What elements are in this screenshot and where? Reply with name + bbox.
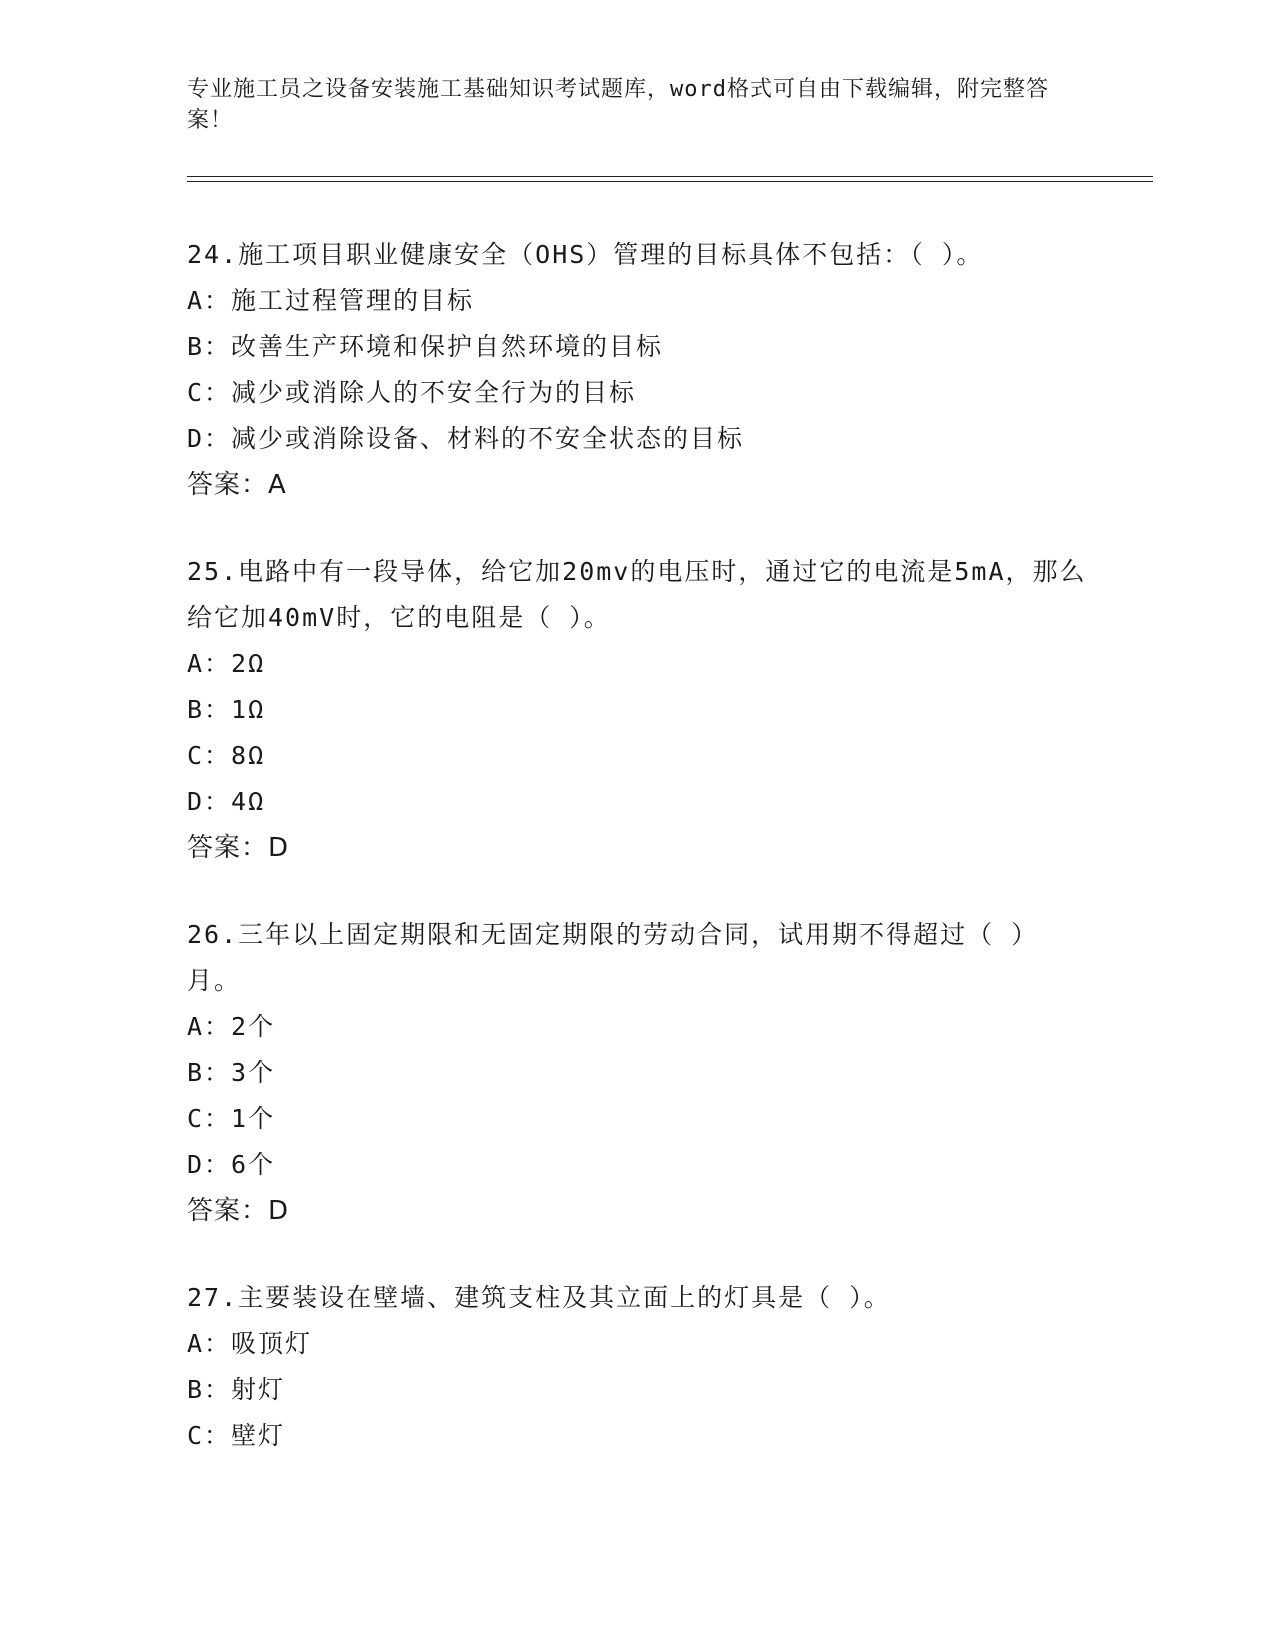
option-a: A：吸顶灯: [187, 1329, 313, 1358]
question-list: [187, 232, 1087, 1500]
header-divider-bottom: [187, 181, 1153, 182]
answer: 答案：D: [187, 833, 290, 863]
option-a: A：2个: [187, 1012, 276, 1041]
option-c: C：1个: [187, 1104, 276, 1133]
option-d: D：4Ω: [187, 787, 266, 816]
option-b: B：1Ω: [187, 695, 266, 724]
question-26: [187, 912, 1087, 1234]
option-a: A：2Ω: [187, 649, 266, 678]
option-d: D：减少或消除设备、材料的不安全状态的目标: [187, 424, 745, 453]
document-intro: 专业施工员之设备安装施工基础知识考试题库，word格式可自由下载编辑，附完整答案！: [187, 77, 1049, 133]
question-stem: 26.三年以上固定期限和无固定期限的劳动合同，试用期不得超过（ ）月。: [187, 920, 1039, 995]
option-c: C：壁灯: [187, 1421, 286, 1450]
question-stem: 27.主要装设在壁墙、建筑支柱及其立面上的灯具是（ ）。: [187, 1283, 891, 1312]
option-c: C：8Ω: [187, 741, 266, 770]
answer: 答案：D: [187, 1196, 290, 1226]
question-27: [187, 1275, 1087, 1459]
question-stem: 24.施工项目职业健康安全（OHS）管理的目标具体不包括：（ ）。: [187, 240, 984, 269]
option-b: B：3个: [187, 1058, 276, 1087]
option-b: B：射灯: [187, 1375, 286, 1404]
option-d: D：6个: [187, 1150, 276, 1179]
question-stem: 25.电路中有一段导体，给它加20mv的电压时，通过它的电流是5mA，那么给它加40mV时，它的电阻是（ ）。: [187, 557, 1087, 632]
option-b: B：改善生产环境和保护自然环境的目标: [187, 332, 664, 361]
question-24: [187, 232, 1087, 508]
option-c: C：减少或消除人的不安全行为的目标: [187, 378, 637, 407]
option-a: A：施工过程管理的目标: [187, 286, 475, 315]
question-25: [187, 549, 1087, 871]
header-divider-top: [187, 176, 1153, 177]
answer: 答案：A: [187, 470, 287, 500]
